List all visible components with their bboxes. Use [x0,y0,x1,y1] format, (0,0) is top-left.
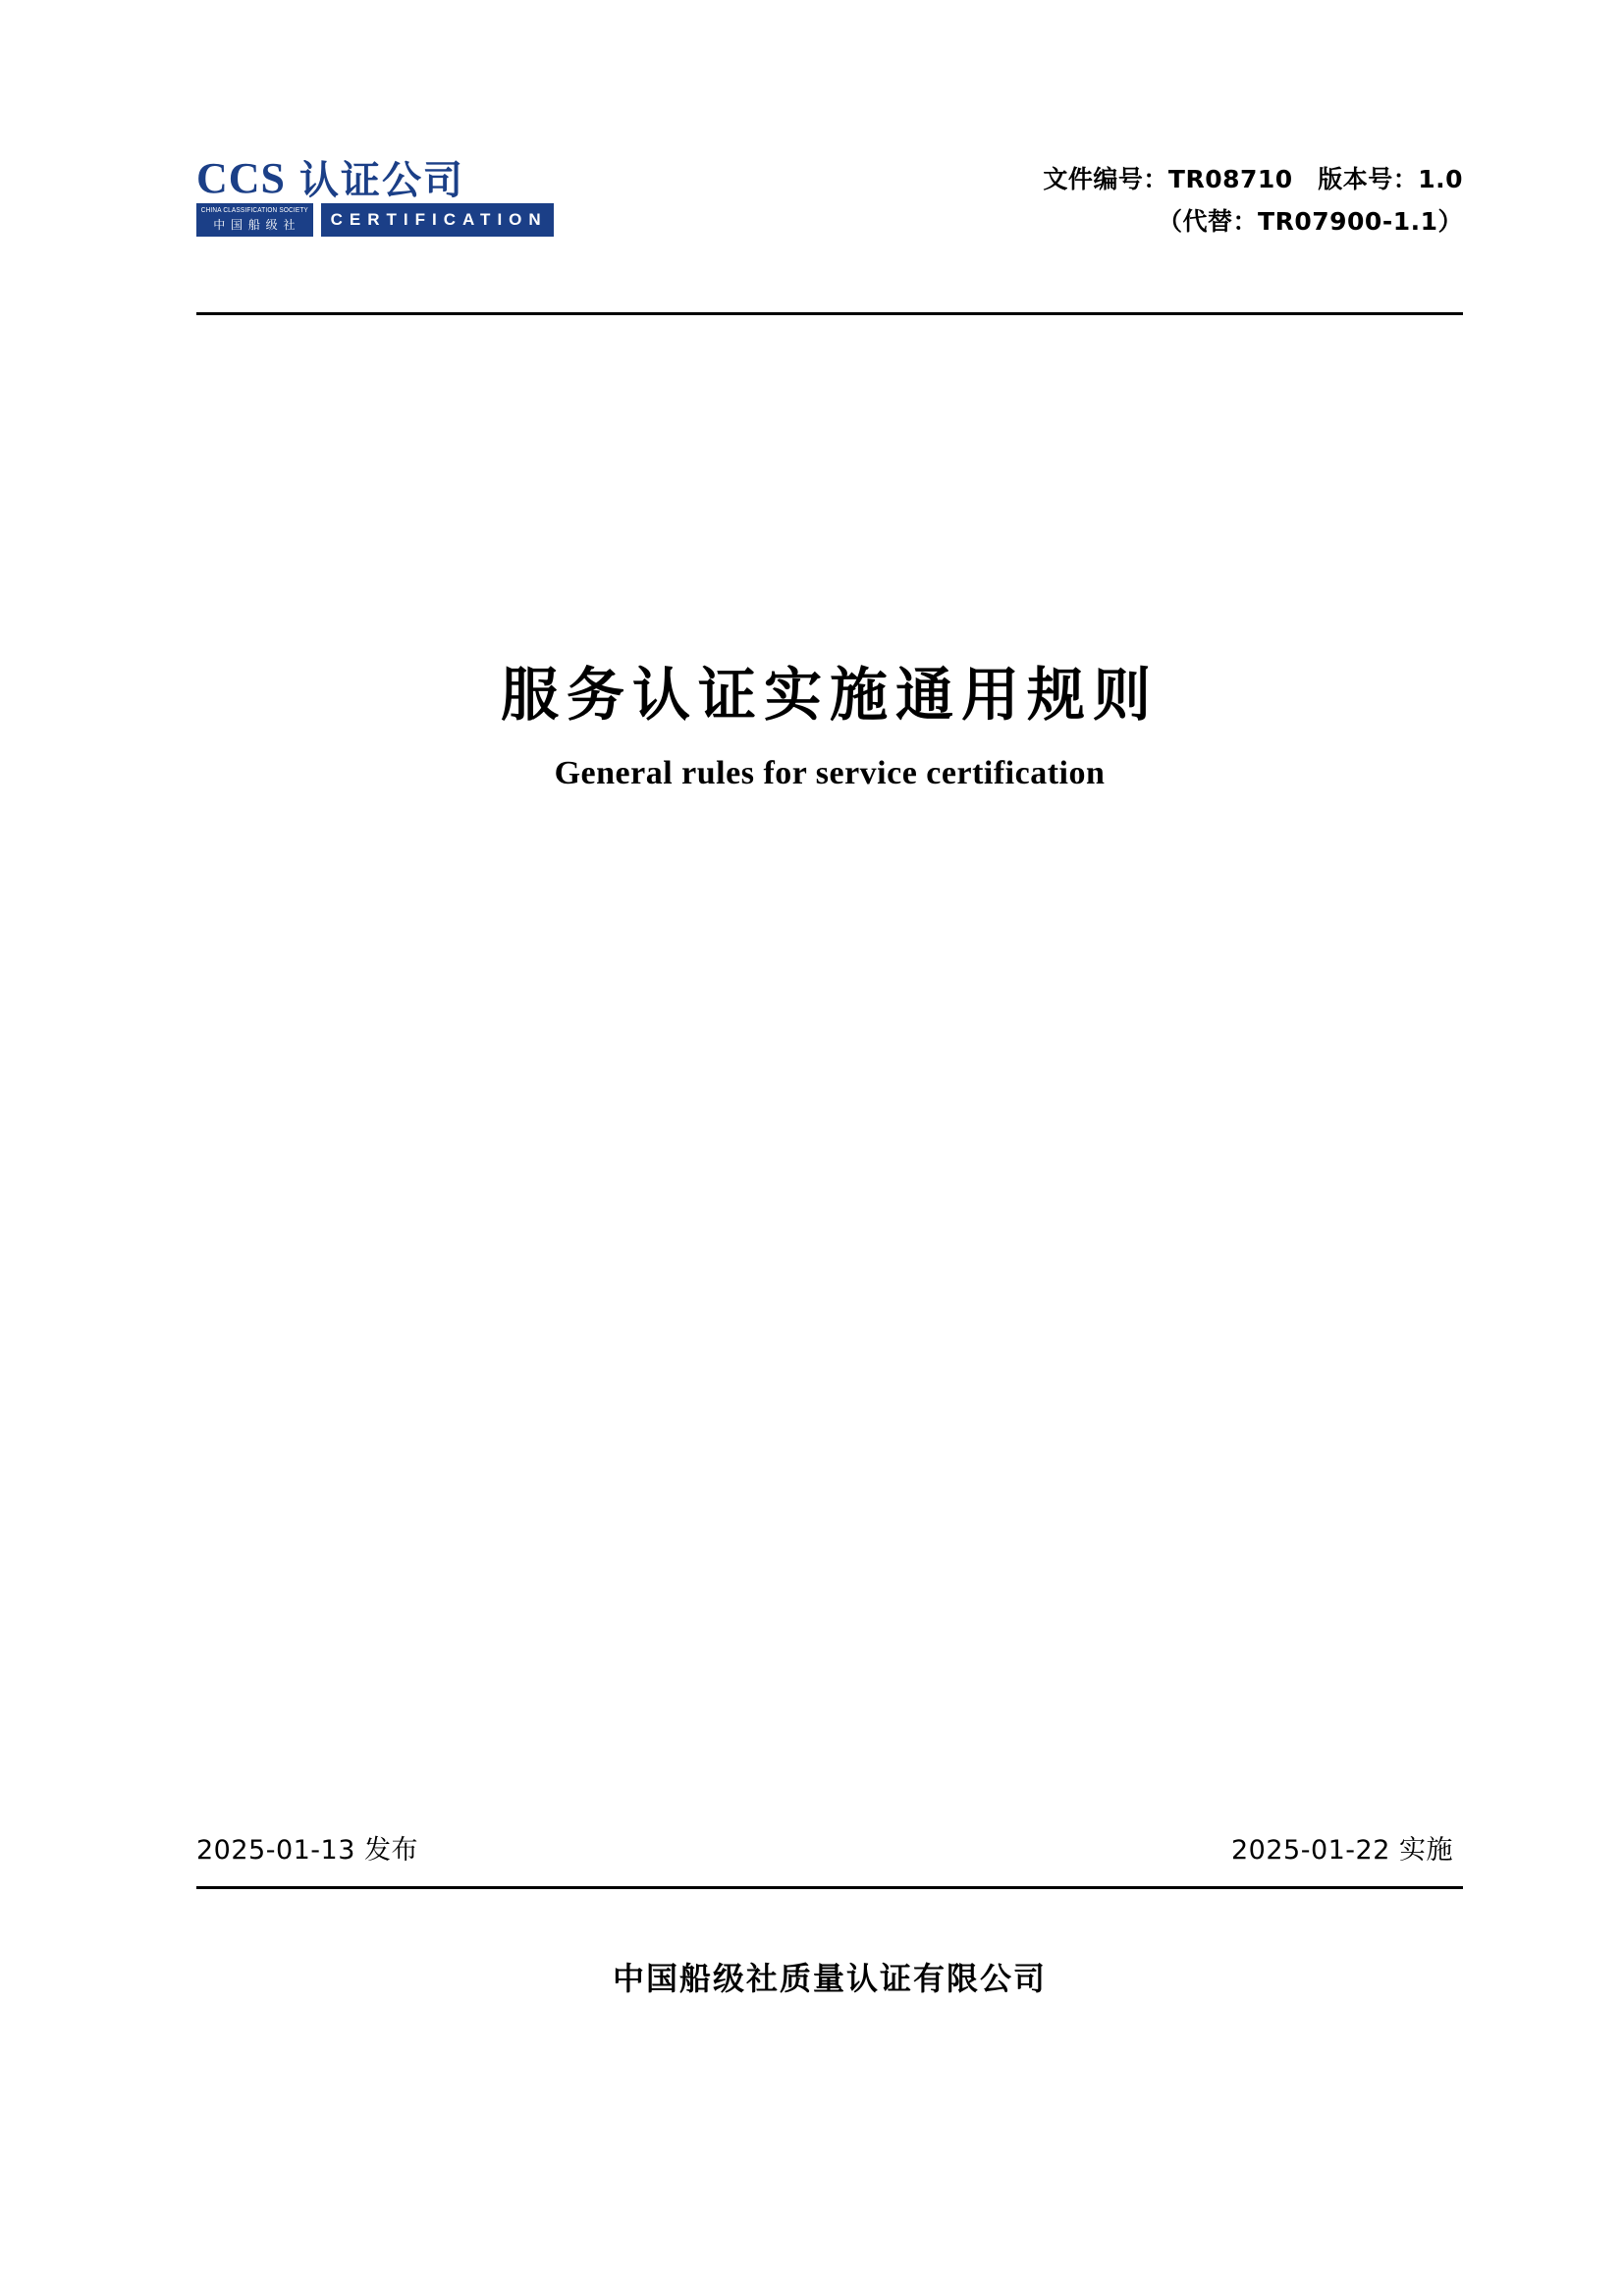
page-header [196,147,1463,304]
issue-date: 2025-01-13 发布 [196,1835,418,1866]
logo-sub-row [196,203,550,237]
document-meta [1043,159,1463,243]
date-row [196,1828,1463,1867]
ccs-logo [196,154,550,250]
page-subtitle-en: General rules for service certification [554,754,1106,791]
footer-divider [196,1886,1463,1889]
page-title: 服务认证实施通用规则 [500,661,1159,729]
issuing-organization: 中国船级社质量认证有限公司 [612,1960,1047,1997]
title-block [196,658,1463,792]
logo-society-cn: 中 国 船 级 社 [213,218,297,232]
header-divider [196,312,1463,315]
logo-abbrev: CCS [196,154,287,202]
logo-society-badge [196,203,313,237]
effective-date: 2025-01-22 实施 [1231,1835,1453,1866]
logo-society-en: CHINA CLASSIFICATION SOCIETY [200,207,308,214]
logo-company-name-cn: 认证公司 [299,158,465,203]
document-replaces: （代替：TR07900-1.1） [1158,206,1463,236]
logo-main-row [196,154,550,203]
document-number: 文件编号：TR08710 版本号：1.0 [1043,165,1463,193]
logo-certification-label: CERTIFICATION [321,203,554,237]
